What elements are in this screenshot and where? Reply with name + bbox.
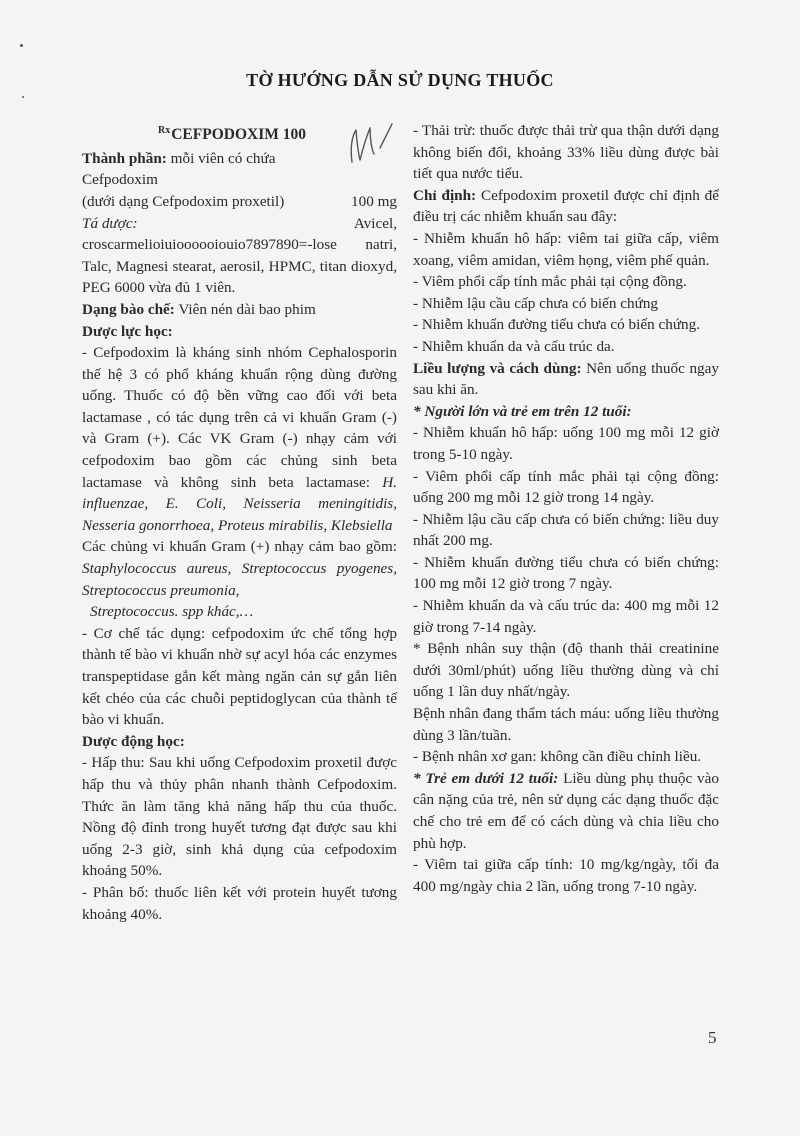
page-number: 5 [708, 1028, 717, 1047]
indication-item: - Nhiễm lậu cầu cấp chưa có biến chứng [413, 294, 659, 312]
pk-distribution: - Phân bố: thuốc liên kết với protein huyết tương khoảng 40%. [82, 883, 397, 923]
left-column [82, 120, 397, 925]
children-text: Liều dùng phụ thuộc vào cân nặng của trẻ, nên sử dụng các dạng thuốc đặc chế cho trẻ em để có cách dùng và chia liều cho phù hợp. [413, 769, 719, 852]
indications-text: Cefpodoxim proxetil được chỉ định để điều trị các nhiễm khuẩn sau đây: [413, 186, 719, 226]
adult-dose-item: - Nhiễm lậu cầu cấp chưa có biến chứng: liều duy nhất 200 mg. [413, 510, 719, 550]
composition-text: mỗi viên có chứa [166, 149, 276, 167]
right-column [413, 120, 719, 897]
pd-text: Các chủng vi khuẩn Gram (+) nhạy cảm bao gồm: [82, 538, 397, 556]
ingredient-line [82, 191, 397, 213]
ingredient-name: Cefpodoxim [82, 171, 158, 189]
children-label: * Trẻ em dưới 12 tuổi: [413, 769, 559, 787]
pd-organisms: Staphylococcus aureus, Streptococcus pyogenes, Streptococcus preumonia, [82, 560, 397, 599]
excipients-first: Avicel, [353, 214, 397, 232]
ingredient-form: (dưới dạng Cefpodoxim proxetil) [82, 192, 285, 210]
dosage-text: Nên uống thuốc ngay sau khi ăn. [413, 359, 719, 399]
pd-text: - Cefpodoxim là kháng sinh nhóm Cephalosporin thế hệ 3 có phổ kháng khuẩn rộng dùng đường uống. Thuốc có độ bền vững cao đối với beta lactamase , có tác dụng trên cả vi khuẩn Gram (-) và Gram (+). Các VK Gram (-) nhạy cảm với cefpodoxim bao gồm các chủng sinh beta lactamase và không sinh beta lactamase: [82, 344, 397, 491]
indication-item: - Viêm phổi cấp tính mắc phải tại cộng đồng. [413, 273, 687, 291]
composition-label: Thành phần: [82, 149, 167, 167]
dosage-form-label: Dạng bào chế: [82, 300, 175, 318]
pharmacodynamics-heading: Dược lực học: [82, 322, 173, 340]
adult-dose-item: - Viêm phổi cấp tính mắc phải tại cộng đồng: uống 200 mg mỗi 12 giờ trong 14 ngày. [413, 467, 719, 507]
otitis-dose: - Viêm tai giữa cấp tính: 10 mg/kg/ngày, tối đa 400 mg/ngày chia 2 lần, uống trong 7-10 ngày. [413, 856, 719, 895]
adult-dose-item: - Nhiễm khuẩn đường tiểu chưa có biến chứng: 100 mg mỗi 12 giờ trong 7 ngày. [413, 553, 719, 593]
cirrhosis-note: - Bệnh nhân xơ gan: không cần điều chỉnh liều. [413, 748, 702, 766]
adults-heading: * Người lớn và trẻ em trên 12 tuổi: [413, 402, 632, 420]
scan-speck [20, 44, 23, 47]
dosage-form-text: Viên nén dài bao phim [174, 300, 316, 318]
dosage-line [413, 358, 719, 401]
pd-paragraph-2 [82, 536, 397, 601]
scan-speck [22, 96, 24, 98]
dosage-form-line [82, 299, 397, 321]
ingredient-amount: 100 mg [351, 192, 397, 210]
product-name: CEFPODOXIM 100 [171, 126, 306, 144]
indications-label: Chỉ định: [413, 186, 477, 204]
pk-absorption: - Hấp thu: Sau khi uống Cefpodoxim proxetil được hấp thu và thủy phân nhanh thành Cefpodoxim. Thức ăn làm tăng khả năng hấp thu của thuốc. Nồng độ đỉnh trong huyết tương đạt được sau khi uống 2-3 giờ, sinh khả dụng của cefpodoxim khoảng 50%. [82, 754, 397, 880]
adult-dose-item: - Nhiễm khuẩn hô hấp: uống 100 mg mỗi 12 giờ trong 5-10 ngày. [413, 424, 719, 463]
document-title: TỜ HƯỚNG DẪN SỬ DỤNG THUỐC [246, 70, 554, 90]
excipients-line [82, 213, 397, 235]
excipients-list: croscarmelioiuioooooiouio7897890=-lose natri, Talc, Magnesi stearat, aerosil, HPMC, titan dioxyd, PEG 6000 vừa đủ 1 viên. [82, 236, 397, 297]
indication-item: - Nhiễm khuẩn da và cấu trúc da. [413, 337, 615, 355]
indications-line [413, 185, 719, 228]
pd-organisms: H. influenzae, E. Coli, Neisseria meningitidis, Nesseria gonorrhoea, Proteus mirabilis, Klebsiella [82, 473, 397, 534]
pd-paragraph-3: - Cơ chế tác dụng: cefpodoxim ức chế tổng hợp thành tế bào vi khuẩn nhờ sự acyl hóa các enzymes transpeptidase gắn kết màng ngăn cản sự gắn liên kết chéo của các chuỗi peptidoglycan của thành tế bào vi khuẩn. [82, 624, 397, 729]
pk-elimination: - Thải trừ: thuốc được thải trừ qua thận dưới dạng không biến đổi, khoảng 33% liều dùng được bài tiết qua nước tiểu. [413, 122, 719, 183]
children-line [413, 768, 719, 854]
rx-symbol: Rx [158, 125, 171, 136]
renal-note: * Bệnh nhân suy thận (độ thanh thải creatinine dưới 30ml/phút) uống liều thường dùng và chỉ uống 1 lần duy nhất/ngày. [413, 640, 719, 701]
adult-dose-item: - Nhiễm khuẩn da và cấu trúc da: 400 mg mỗi 12 giờ trong 7-14 ngày. [413, 597, 719, 636]
dosage-label: Liều lượng và cách dùng: [413, 359, 582, 377]
indication-item: - Nhiễm khuẩn đường tiểu chưa có biến chứng. [413, 316, 701, 334]
pd-organisms-more: Streptococcus. spp khác,… [90, 603, 254, 621]
pd-paragraph-1 [82, 342, 397, 536]
excipients-label: Tá dược: [82, 214, 138, 232]
composition-line [82, 148, 397, 170]
product-heading [82, 120, 397, 146]
indication-item: - Nhiễm khuẩn hô hấp: viêm tai giữa cấp, viêm xoang, viêm amidan, viêm họng, viêm phế quản. [413, 229, 719, 269]
pharmacokinetics-heading: Dược động học: [82, 732, 185, 750]
dialysis-note: Bệnh nhân đang thẩm tách máu: uống liều thường dùng 3 lần/tuần. [413, 705, 719, 744]
